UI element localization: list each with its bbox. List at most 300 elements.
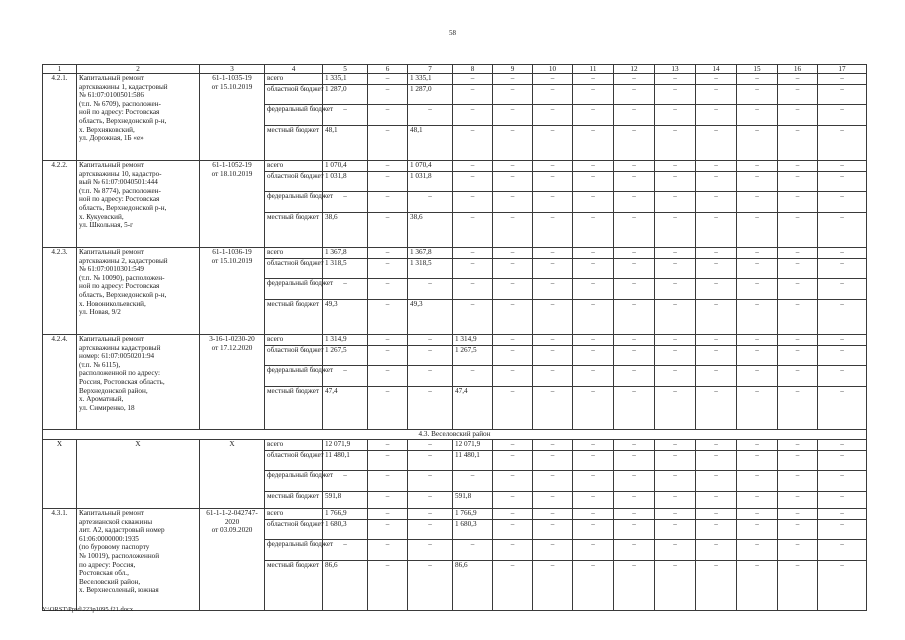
code-line: 2020 [224, 517, 240, 526]
empty-value-cell: – [533, 300, 573, 335]
empty-value-cell: – [655, 561, 696, 611]
code-line: от 03.09.2020 [211, 526, 253, 535]
value-cell-c5: 47,4 [323, 387, 368, 430]
empty-value-cell: – [818, 85, 867, 105]
empty-value-cell: – [818, 471, 867, 492]
empty-value-cell: – [696, 335, 737, 346]
empty-value-cell: – [573, 259, 614, 279]
code-line: 61-1-1036-19 [212, 248, 252, 256]
empty-value-cell: – [778, 85, 818, 105]
object-description [77, 74, 200, 161]
budget-table [42, 64, 867, 611]
value-cell-c5: 1 335,1 [323, 74, 368, 85]
empty-value-cell: – [573, 471, 614, 492]
funding-source: всего [265, 335, 323, 346]
table-row [43, 248, 867, 259]
value-cell-c8: – [453, 192, 493, 213]
value-cell-c8: – [453, 74, 493, 85]
value-cell-c8: 1 267,5 [453, 346, 493, 366]
value-cell-c5: 49,3 [323, 300, 368, 335]
value-cell-c5: 1 314,9 [323, 335, 368, 346]
value-cell-c8: 11 480,1 [453, 451, 493, 471]
empty-value-cell: – [818, 248, 867, 259]
empty-value-cell: – [493, 440, 533, 451]
empty-value-cell: – [614, 387, 655, 430]
description-line: расположенной по адресу: [79, 369, 160, 378]
empty-value-cell: – [614, 451, 655, 471]
empty-value-cell: – [573, 346, 614, 366]
funding-source: федеральный бюджет [265, 471, 323, 492]
empty-value-cell: – [778, 335, 818, 346]
footer-file-path: Y:\ORST\Ppsd\223p1095.f21.docx [42, 606, 134, 613]
empty-value-cell: – [778, 346, 818, 366]
value-cell-c7: 38,6 [408, 213, 453, 248]
empty-value-cell: – [533, 161, 573, 172]
empty-value-cell: – [737, 279, 778, 300]
empty-value-cell: – [818, 74, 867, 85]
empty-value-cell: – [696, 172, 737, 192]
code-line: от 15.10.2019 [211, 82, 253, 91]
empty-value-cell: – [737, 387, 778, 430]
table-row [43, 335, 867, 346]
description-line: артскважины 10, кадастро- [79, 169, 162, 178]
value-cell-c8: 86,6 [453, 561, 493, 611]
empty-value-cell: – [533, 387, 573, 430]
value-cell-c6: – [368, 492, 408, 509]
empty-value-cell: – [737, 192, 778, 213]
empty-value-cell: – [778, 192, 818, 213]
funding-source: федеральный бюджет [265, 192, 323, 213]
empty-value-cell: – [655, 126, 696, 161]
column-header: 10 [533, 65, 573, 74]
empty-value-cell: – [655, 85, 696, 105]
funding-source: местный бюджет [265, 561, 323, 611]
description-line: х. Новоникольевский, [79, 299, 146, 308]
empty-value-cell: – [778, 279, 818, 300]
empty-value-cell: – [533, 440, 573, 451]
empty-value-cell: – [818, 492, 867, 509]
value-cell-c7: – [408, 366, 453, 387]
empty-value-cell: – [655, 192, 696, 213]
empty-value-cell: – [533, 74, 573, 85]
description-line: (т.п. № 6115), [79, 360, 121, 369]
description-line: № 61:07:0100501:586 [79, 91, 144, 100]
value-cell-c6: – [368, 172, 408, 192]
object-description [77, 161, 200, 248]
empty-value-cell: – [573, 366, 614, 387]
document-code [200, 509, 265, 611]
empty-value-cell: – [778, 366, 818, 387]
empty-value-cell: – [533, 366, 573, 387]
empty-value-cell: – [614, 74, 655, 85]
description-line: артскважины 2, кадастровый [79, 256, 168, 265]
row-number: 4.2.3. [43, 248, 77, 335]
description-line: Россия, Ростовская область, [79, 377, 165, 386]
value-cell-c5: – [323, 471, 368, 492]
empty-value-cell: – [696, 105, 737, 126]
empty-value-cell: – [493, 520, 533, 540]
empty-value-cell: – [818, 259, 867, 279]
table-row [43, 509, 867, 520]
table-row [43, 161, 867, 172]
value-cell-c7: – [408, 540, 453, 561]
document-code [200, 440, 265, 509]
value-cell-c6: – [368, 520, 408, 540]
empty-value-cell: – [533, 346, 573, 366]
funding-source: всего [265, 509, 323, 520]
empty-value-cell: – [737, 248, 778, 259]
description-line: область, Верхнедонской р-н, [79, 203, 167, 212]
empty-value-cell: – [696, 561, 737, 611]
empty-value-cell: – [778, 451, 818, 471]
value-cell-c8: 591,8 [453, 492, 493, 509]
description-line: лит. А2, кадастровый номер [79, 526, 165, 535]
empty-value-cell: – [614, 192, 655, 213]
empty-value-cell: – [493, 248, 533, 259]
description-line: по адресу: Россия, [79, 560, 136, 569]
empty-value-cell: – [493, 172, 533, 192]
object-description [77, 335, 200, 430]
value-cell-c8: – [453, 540, 493, 561]
column-header: 3 [200, 65, 265, 74]
value-cell-c7: 1 367,8 [408, 248, 453, 259]
empty-value-cell: – [696, 387, 737, 430]
empty-value-cell: – [493, 74, 533, 85]
value-cell-c8: – [453, 300, 493, 335]
empty-value-cell: – [818, 126, 867, 161]
empty-value-cell: – [493, 300, 533, 335]
empty-value-cell: – [655, 451, 696, 471]
description-line: х. Верхняковский, [79, 125, 135, 134]
empty-value-cell: – [696, 520, 737, 540]
value-cell-c5: 1 267,5 [323, 346, 368, 366]
empty-value-cell: – [818, 387, 867, 430]
value-cell-c7: 1 318,5 [408, 259, 453, 279]
empty-value-cell: – [533, 279, 573, 300]
empty-value-cell: – [778, 172, 818, 192]
value-cell-c5: – [323, 540, 368, 561]
value-cell-c8: 1 314,9 [453, 335, 493, 346]
description-line: (т.п. № 10090), расположен- [79, 273, 165, 282]
document-code [200, 335, 265, 430]
empty-value-cell: – [655, 213, 696, 248]
empty-value-cell: – [737, 85, 778, 105]
column-header: 12 [614, 65, 655, 74]
empty-value-cell: – [614, 259, 655, 279]
description-line: № 10019), расположенной [79, 551, 160, 560]
value-cell-c6: – [368, 440, 408, 451]
description-line: артскважины кадастровый [79, 343, 161, 352]
funding-source: федеральный бюджет [265, 540, 323, 561]
empty-value-cell: – [737, 74, 778, 85]
empty-value-cell: – [737, 561, 778, 611]
empty-value-cell: – [655, 300, 696, 335]
empty-value-cell: – [533, 192, 573, 213]
page-number: 58 [449, 29, 456, 37]
empty-value-cell: – [614, 105, 655, 126]
empty-value-cell: – [655, 74, 696, 85]
empty-value-cell: – [696, 366, 737, 387]
empty-value-cell: – [655, 387, 696, 430]
description-line: область, Верхнедонской р-н, [79, 116, 167, 125]
empty-value-cell: – [655, 161, 696, 172]
empty-value-cell: – [655, 279, 696, 300]
empty-value-cell: – [573, 172, 614, 192]
empty-value-cell: – [533, 213, 573, 248]
description-line: ул. Новая, 9/2 [79, 308, 121, 317]
empty-value-cell: – [614, 85, 655, 105]
empty-value-cell: – [614, 248, 655, 259]
empty-value-cell: – [573, 248, 614, 259]
row-number: Х [43, 440, 77, 509]
value-cell-c5: 48,1 [323, 126, 368, 161]
value-cell-c6: – [368, 213, 408, 248]
empty-value-cell: – [696, 471, 737, 492]
funding-source: местный бюджет [265, 126, 323, 161]
row-number: 4.2.2. [43, 161, 77, 248]
description-line: х. Ароматный, [79, 395, 124, 404]
description-line: (т.п. № 6709), расположен- [79, 99, 161, 108]
empty-value-cell: – [614, 213, 655, 248]
empty-value-cell: – [573, 192, 614, 213]
value-cell-c8: – [453, 259, 493, 279]
column-header: 13 [655, 65, 696, 74]
value-cell-c8: 1 766,9 [453, 509, 493, 520]
code-line: 61-1-1035-19 [212, 74, 252, 82]
empty-value-cell: – [737, 161, 778, 172]
empty-value-cell: – [493, 451, 533, 471]
description-line: Капитальный ремонт [79, 74, 145, 82]
empty-value-cell: – [737, 105, 778, 126]
value-cell-c5: – [323, 105, 368, 126]
empty-value-cell: – [493, 126, 533, 161]
empty-value-cell: – [655, 259, 696, 279]
empty-value-cell: – [778, 440, 818, 451]
empty-value-cell: – [573, 126, 614, 161]
empty-value-cell: – [573, 74, 614, 85]
object-description [77, 509, 200, 611]
value-cell-c6: – [368, 509, 408, 520]
empty-value-cell: – [778, 105, 818, 126]
value-cell-c6: – [368, 561, 408, 611]
empty-value-cell: – [493, 105, 533, 126]
value-cell-c8: – [453, 366, 493, 387]
value-cell-c6: – [368, 300, 408, 335]
object-description [77, 248, 200, 335]
document-code [200, 74, 265, 161]
empty-value-cell: – [737, 471, 778, 492]
empty-value-cell: – [778, 387, 818, 430]
value-cell-c7: – [408, 279, 453, 300]
empty-value-cell: – [533, 248, 573, 259]
empty-value-cell: – [493, 161, 533, 172]
empty-value-cell: – [573, 85, 614, 105]
empty-value-cell: – [493, 561, 533, 611]
empty-value-cell: – [818, 366, 867, 387]
column-number-row [43, 65, 867, 74]
empty-value-cell: – [573, 387, 614, 430]
funding-source: областной бюджет [265, 172, 323, 192]
empty-value-cell: – [696, 279, 737, 300]
empty-value-cell: – [696, 300, 737, 335]
funding-source: местный бюджет [265, 492, 323, 509]
value-cell-c7: – [408, 520, 453, 540]
value-cell-c5: 1 287,0 [323, 85, 368, 105]
column-header: 17 [818, 65, 867, 74]
empty-value-cell: – [737, 172, 778, 192]
value-cell-c8: 12 071,9 [453, 440, 493, 451]
empty-value-cell: – [573, 561, 614, 611]
empty-value-cell: – [737, 540, 778, 561]
description-line: х. Верхнесоленый, южная [79, 586, 159, 595]
empty-value-cell: – [533, 492, 573, 509]
empty-value-cell: – [778, 471, 818, 492]
empty-value-cell: – [818, 451, 867, 471]
empty-value-cell: – [493, 471, 533, 492]
empty-value-cell: – [737, 213, 778, 248]
empty-value-cell: – [493, 279, 533, 300]
value-cell-c6: – [368, 85, 408, 105]
empty-value-cell: – [533, 85, 573, 105]
funding-source: областной бюджет [265, 451, 323, 471]
empty-value-cell: – [533, 520, 573, 540]
empty-value-cell: – [614, 561, 655, 611]
value-cell-c8: – [453, 279, 493, 300]
value-cell-c6: – [368, 346, 408, 366]
value-cell-c7: – [408, 561, 453, 611]
code-line: 61-1-1052-19 [212, 161, 252, 169]
value-cell-c5: 1 318,5 [323, 259, 368, 279]
empty-value-cell: – [655, 492, 696, 509]
empty-value-cell: – [614, 161, 655, 172]
empty-value-cell: – [818, 509, 867, 520]
funding-source: всего [265, 74, 323, 85]
empty-value-cell: – [533, 471, 573, 492]
value-cell-c7: 1 335,1 [408, 74, 453, 85]
empty-value-cell: – [573, 161, 614, 172]
empty-value-cell: – [493, 509, 533, 520]
value-cell-c8: – [453, 126, 493, 161]
empty-value-cell: – [614, 509, 655, 520]
empty-value-cell: – [614, 366, 655, 387]
funding-source: всего [265, 161, 323, 172]
table-row [43, 74, 867, 85]
empty-value-cell: – [696, 213, 737, 248]
empty-value-cell: – [655, 540, 696, 561]
empty-value-cell: – [778, 259, 818, 279]
empty-value-cell: – [696, 248, 737, 259]
description-line: Ростовская обл., [79, 569, 129, 578]
value-cell-c7: – [408, 346, 453, 366]
column-header: 6 [368, 65, 408, 74]
description-line: Верхнедонской район, [79, 386, 148, 395]
description-line: Капитальный ремонт [79, 161, 145, 169]
description-line: Капитальный ремонт [79, 509, 145, 517]
empty-value-cell: – [614, 520, 655, 540]
empty-value-cell: – [818, 440, 867, 451]
funding-source: местный бюджет [265, 300, 323, 335]
empty-value-cell: – [737, 366, 778, 387]
funding-source: всего [265, 440, 323, 451]
section-title: 4.3. Веселовский район [43, 430, 867, 440]
empty-value-cell: – [573, 213, 614, 248]
description-line: х. Кукуевский, [79, 212, 124, 221]
funding-source: местный бюджет [265, 387, 323, 430]
empty-value-cell: – [655, 520, 696, 540]
value-cell-c8: 1 680,3 [453, 520, 493, 540]
empty-value-cell: – [493, 192, 533, 213]
value-cell-c8: – [453, 248, 493, 259]
empty-value-cell: – [778, 561, 818, 611]
column-header: 7 [408, 65, 453, 74]
value-cell-c8: – [453, 471, 493, 492]
empty-value-cell: – [737, 509, 778, 520]
empty-value-cell: – [778, 126, 818, 161]
value-cell-c6: – [368, 451, 408, 471]
empty-value-cell: – [614, 440, 655, 451]
value-cell-c8: – [453, 172, 493, 192]
value-cell-c5: 591,8 [323, 492, 368, 509]
empty-value-cell: – [533, 105, 573, 126]
funding-source: всего [265, 248, 323, 259]
value-cell-c8: – [453, 105, 493, 126]
funding-source: областной бюджет [265, 85, 323, 105]
value-cell-c7: 1 070,4 [408, 161, 453, 172]
value-cell-c7: – [408, 335, 453, 346]
funding-source: местный бюджет [265, 213, 323, 248]
code-line: 3-16-1-0230-20 [209, 335, 255, 343]
column-header: 4 [265, 65, 323, 74]
empty-value-cell: – [533, 509, 573, 520]
value-cell-c6: – [368, 540, 408, 561]
empty-value-cell: – [696, 540, 737, 561]
code-line: от 15.10.2019 [211, 256, 253, 265]
object-description [77, 440, 200, 509]
empty-value-cell: – [737, 259, 778, 279]
description-line: артезианской скважины [79, 517, 153, 526]
empty-value-cell: – [573, 451, 614, 471]
empty-value-cell: – [573, 440, 614, 451]
description-line: Капитальный ремонт [79, 248, 145, 256]
value-cell-c7: – [408, 509, 453, 520]
description-line: ной по адресу: Ростовская [79, 108, 160, 117]
empty-value-cell: – [696, 440, 737, 451]
empty-value-cell: – [655, 346, 696, 366]
empty-value-cell: – [655, 105, 696, 126]
value-cell-c6: – [368, 192, 408, 213]
empty-value-cell: – [696, 126, 737, 161]
code-line: от 18.10.2019 [211, 169, 253, 178]
value-cell-c5: – [323, 192, 368, 213]
empty-value-cell: – [614, 335, 655, 346]
empty-value-cell: – [778, 161, 818, 172]
value-cell-c5: – [323, 279, 368, 300]
empty-value-cell: – [737, 335, 778, 346]
empty-value-cell: – [818, 520, 867, 540]
empty-value-cell: – [778, 520, 818, 540]
empty-value-cell: – [778, 540, 818, 561]
description-line: область, Верхнедонской р-н, [79, 290, 167, 299]
empty-value-cell: – [493, 335, 533, 346]
value-cell-c6: – [368, 161, 408, 172]
empty-value-cell: – [655, 366, 696, 387]
column-header: 5 [323, 65, 368, 74]
description-line: ной по адресу: Ростовская [79, 195, 160, 204]
description-line: ной по адресу: Ростовская [79, 282, 160, 291]
empty-value-cell: – [818, 561, 867, 611]
description-line: Капитальный ремонт [79, 335, 145, 343]
value-cell-c5: 1 766,9 [323, 509, 368, 520]
